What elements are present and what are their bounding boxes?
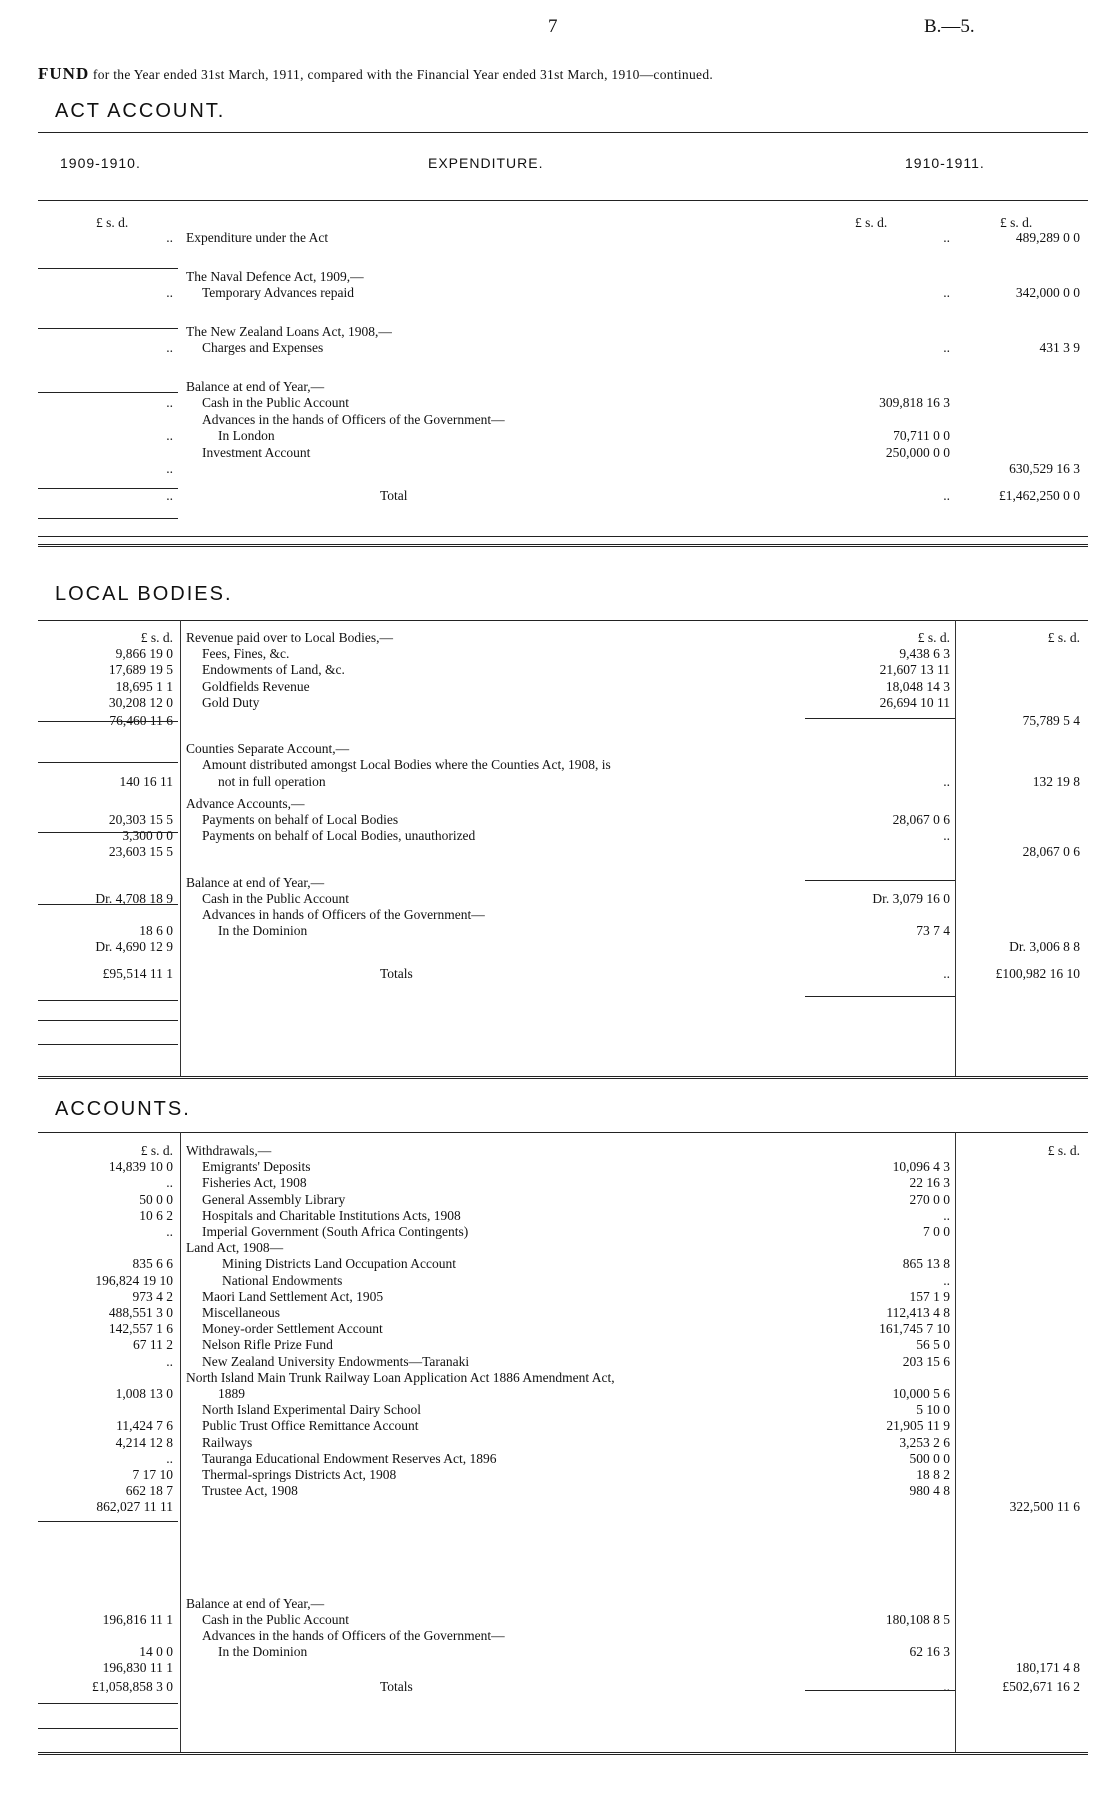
left-amount: 30,208 12 0	[108, 694, 173, 710]
row-label: Withdrawals,—	[186, 1143, 272, 1158]
col-header-1910: 1910-1911.	[905, 155, 985, 171]
rule-line	[38, 762, 178, 763]
row-label: Miscellaneous	[202, 1305, 280, 1320]
left-amount: £ s. d.	[140, 630, 173, 645]
row-label: 1889	[218, 1386, 245, 1401]
left-amount: 196,816 11 1	[102, 1611, 173, 1627]
mid-amount: 73 7 4	[916, 923, 950, 939]
left-amount: ..	[166, 461, 173, 476]
left-amount: 662 18 7	[125, 1483, 173, 1499]
row-label: Advances in the hands of Officers of the Government—	[202, 1628, 505, 1643]
left-amount: 23,603 15 5	[108, 844, 173, 860]
mid-amount: ..	[943, 230, 950, 245]
mid-amount: ..	[943, 487, 950, 503]
left-amount: 18 6 0	[139, 923, 173, 939]
page-ref: B.—5.	[924, 16, 975, 37]
mid-amount: 70,711 0 0	[893, 428, 950, 443]
row-label: Hospitals and Charitable Institutions Acts, 1908	[202, 1207, 461, 1223]
right-amount: £1,462,250 0 0	[999, 487, 1080, 503]
rule-line	[38, 1703, 178, 1704]
left-amount: 20,303 15 5	[108, 812, 173, 827]
right-amount: 630,529 16 3	[1009, 461, 1080, 476]
row-label: Fees, Fines, &c.	[202, 646, 290, 662]
right-amount: 431 3 9	[1039, 340, 1080, 355]
left-amount: 1,008 13 0	[115, 1386, 173, 1401]
left-amount: ..	[166, 230, 173, 245]
mid-amount: 18,048 14 3	[885, 678, 950, 694]
mid-amount: 21,607 13 11	[879, 662, 950, 678]
subtitle-rest: for the Year ended 31st March, 1911, compared with the Financial Year ended 31st March, 1910—continued.	[92, 67, 714, 82]
mid-amount: 7 0 0	[923, 1224, 950, 1239]
left-amount: £95,514 11 1	[102, 965, 173, 981]
rule-line	[38, 1044, 178, 1045]
row-label: The Naval Defence Act, 1909,—	[186, 268, 364, 284]
row-label: Emigrants' Deposits	[202, 1159, 311, 1175]
rule-line	[805, 718, 955, 719]
row-label: Thermal-springs Districts Act, 1908	[202, 1467, 397, 1482]
mid-amount: 980 4 8	[909, 1483, 950, 1499]
col-header-1909: 1909-1910.	[60, 155, 141, 171]
left-amount: 76,460 11 6	[109, 713, 173, 728]
mid-amount: ..	[943, 965, 950, 981]
mid-amount: 26,694 10 11	[879, 694, 950, 710]
left-amount: 17,689 19 5	[108, 662, 173, 678]
mid-amount: £ s. d.	[917, 630, 950, 645]
subtitle-bold: FUND	[38, 64, 90, 83]
row-label: Imperial Government (South Africa Contingents)	[202, 1224, 469, 1239]
row-label: In the Dominion	[218, 1644, 308, 1660]
right-amount: Dr. 3,006 8 8	[1009, 939, 1080, 955]
row-label: Money-order Settlement Account	[202, 1321, 383, 1337]
row-label: Mining Districts Land Occupation Account	[222, 1256, 456, 1272]
row-label: In London	[218, 428, 275, 443]
left-amount: 196,830 11 1	[102, 1660, 173, 1676]
left-amount: 142,557 1 6	[108, 1321, 173, 1337]
mid-amount: 10,096 4 3	[892, 1159, 950, 1175]
left-amount: 835 6 6	[132, 1256, 173, 1272]
left-amount: 862,027 11 11	[96, 1499, 173, 1515]
left-amount: ..	[166, 285, 173, 300]
row-label: Tauranga Educational Endowment Reserves Act, 1896	[202, 1450, 497, 1466]
mid-amount: 157 1 9	[909, 1288, 950, 1304]
left-amount: 196,824 19 10	[95, 1272, 173, 1288]
rule-line	[38, 328, 178, 329]
row-label: North Island Experimental Dairy School	[202, 1402, 421, 1418]
row-label: Totals	[380, 1678, 413, 1694]
rule-line	[38, 904, 178, 905]
row-label: Cash in the Public Account	[202, 890, 349, 906]
row-label: Counties Separate Account,—	[186, 741, 350, 757]
right-amount: 75,789 5 4	[1022, 713, 1080, 728]
row-label: Temporary Advances repaid	[202, 285, 354, 300]
left-amount: 4,214 12 8	[115, 1434, 173, 1450]
right-amount: £502,671 16 2	[1002, 1678, 1080, 1694]
left-amount: ..	[166, 340, 173, 355]
rule-line	[38, 536, 1088, 537]
left-amount: 488,551 3 0	[108, 1305, 173, 1320]
row-label: National Endowments	[222, 1272, 343, 1288]
row-label: Trustee Act, 1908	[202, 1483, 298, 1499]
row-label: Cash in the Public Account	[202, 1611, 349, 1627]
mid-amount: 203 15 6	[902, 1353, 950, 1369]
lsd-header-mid: £ s. d.	[855, 215, 888, 230]
row-label: Investment Account	[202, 444, 311, 460]
left-amount: 10 6 2	[139, 1207, 173, 1223]
rule-line	[38, 1020, 178, 1021]
right-amount: £ s. d.	[1047, 1143, 1080, 1158]
left-amount: ..	[166, 1175, 173, 1191]
mid-amount: 56 5 0	[916, 1337, 950, 1353]
row-label: Endowments of Land, &c.	[202, 662, 345, 678]
mid-amount: ..	[943, 773, 950, 789]
left-amount: 50 0 0	[139, 1191, 173, 1207]
left-amount: 11,424 7 6	[116, 1418, 173, 1434]
row-label: New Zealand University Endowments—Taranaki	[202, 1353, 470, 1369]
mid-amount: ..	[943, 828, 950, 844]
mid-amount: 309,818 16 3	[879, 395, 950, 410]
right-amount: 28,067 0 6	[1022, 844, 1080, 860]
rule-line	[38, 1521, 178, 1522]
row-label: Payments on behalf of Local Bodies	[202, 812, 399, 827]
row-label: Land Act, 1908—	[186, 1240, 284, 1256]
row-label: Railways	[202, 1434, 253, 1450]
right-amount: 342,000 0 0	[1015, 285, 1080, 300]
left-amount: 973 4 2	[132, 1288, 173, 1304]
mid-amount: 21,905 11 9	[886, 1418, 950, 1434]
left-amount: Dr. 4,690 12 9	[95, 939, 173, 955]
row-label: Maori Land Settlement Act, 1905	[202, 1288, 384, 1304]
left-amount: 18,695 1 1	[115, 678, 173, 694]
row-label: Balance at end of Year,—	[186, 874, 325, 890]
left-amount: 9,866 19 0	[115, 646, 173, 662]
rule-line	[38, 518, 178, 519]
mid-amount: 500 0 0	[909, 1450, 950, 1466]
mid-amount: ..	[943, 285, 950, 300]
left-amount: ..	[166, 1450, 173, 1466]
row-label: Goldfields Revenue	[202, 678, 310, 694]
mid-amount: 180,108 8 5	[885, 1611, 950, 1627]
left-amount: 7 17 10	[132, 1467, 173, 1482]
rule-line	[805, 880, 955, 881]
left-amount: 140 16 11	[119, 773, 173, 789]
row-label: Public Trust Office Remittance Account	[202, 1418, 419, 1434]
row-label: Balance at end of Year,—	[186, 378, 325, 394]
rule-line	[38, 721, 178, 722]
left-amount: 14 0 0	[139, 1644, 173, 1660]
left-amount: ..	[166, 1224, 173, 1239]
mid-amount: 18 8 2	[916, 1467, 950, 1482]
right-amount: 132 19 8	[1032, 773, 1080, 789]
mid-amount: 10,000 5 6	[892, 1386, 950, 1401]
rule-line	[38, 832, 178, 833]
right-amount: 322,500 11 6	[1009, 1499, 1080, 1515]
left-amount: £1,058,858 3 0	[92, 1678, 173, 1694]
row-label: Nelson Rifle Prize Fund	[202, 1337, 333, 1353]
rule-line	[38, 392, 178, 393]
page-subtitle	[38, 64, 713, 84]
row-label: Balance at end of Year,—	[186, 1595, 325, 1611]
row-label: Fisheries Act, 1908	[202, 1175, 307, 1191]
section-title-act-account: ACT ACCOUNT.	[55, 100, 226, 122]
page-number: 7	[548, 16, 558, 37]
mid-amount: 270 0 0	[909, 1191, 950, 1207]
row-label: Advances in hands of Officers of the Government—	[202, 907, 485, 922]
row-label: Amount distributed amongst Local Bodies where the Counties Act, 1908, is	[202, 757, 611, 773]
lsd-header-left: £ s. d.	[96, 215, 129, 230]
right-amount: 489,289 0 0	[1015, 230, 1080, 245]
rule-line	[38, 1728, 178, 1729]
rule-line	[38, 1000, 178, 1001]
mid-amount: Dr. 3,079 16 0	[872, 890, 950, 906]
mid-amount: ..	[943, 1272, 950, 1288]
left-amount: 3,300 0 0	[122, 828, 173, 844]
row-label: Advances in the hands of Officers of the Government—	[202, 411, 505, 427]
row-label: General Assembly Library	[202, 1191, 346, 1207]
row-label: Total	[380, 487, 408, 503]
section-title-accounts: ACCOUNTS.	[55, 1098, 191, 1120]
mid-amount: 865 13 8	[902, 1256, 950, 1272]
lsd-header-right: £ s. d.	[1000, 215, 1033, 230]
row-label: Payments on behalf of Local Bodies, unauthorized	[202, 828, 476, 844]
left-amount: 67 11 2	[133, 1337, 173, 1353]
mid-amount: 9,438 6 3	[899, 646, 950, 662]
mid-amount: 62 16 3	[909, 1644, 950, 1660]
left-amount: ..	[166, 487, 173, 503]
mid-amount: ..	[943, 1678, 950, 1694]
row-label: Totals	[380, 965, 413, 981]
row-label: In the Dominion	[218, 923, 308, 939]
mid-amount: 112,413 4 8	[886, 1305, 950, 1320]
row-label: not in full operation	[218, 773, 326, 789]
rule-line	[805, 1690, 955, 1691]
row-label: The New Zealand Loans Act, 1908,—	[186, 323, 392, 339]
right-amount: 180,171 4 8	[1015, 1660, 1080, 1676]
left-amount: ..	[166, 428, 173, 443]
row-label: Cash in the Public Account	[202, 395, 349, 410]
rule-line	[38, 268, 178, 269]
col-header-expenditure: EXPENDITURE.	[428, 155, 544, 171]
left-amount: 14,839 10 0	[108, 1159, 173, 1175]
left-amount: ..	[166, 1353, 173, 1369]
mid-amount: 250,000 0 0	[885, 444, 950, 460]
mid-amount: 5 10 0	[916, 1402, 950, 1418]
mid-amount: 28,067 0 6	[892, 812, 950, 827]
rule-line	[38, 488, 178, 489]
right-amount: £100,982 16 10	[995, 965, 1080, 981]
row-label: Gold Duty	[202, 694, 260, 710]
right-amount: £ s. d.	[1047, 630, 1080, 645]
mid-amount: 22 16 3	[909, 1175, 950, 1191]
left-amount: ..	[166, 395, 173, 410]
row-label: Charges and Expenses	[202, 340, 324, 355]
section-title-local-bodies: LOCAL BODIES.	[55, 583, 233, 605]
mid-amount: ..	[943, 340, 950, 355]
rule-line	[805, 996, 955, 997]
mid-amount: 3,253 2 6	[899, 1434, 950, 1450]
row-label: North Island Main Trunk Railway Loan Application Act 1886 Amendment Act,	[186, 1369, 615, 1385]
mid-amount: 161,745 7 10	[879, 1321, 950, 1337]
left-amount: Dr. 4,708 18 9	[95, 890, 173, 906]
row-label: Revenue paid over to Local Bodies,—	[186, 630, 393, 645]
left-amount: £ s. d.	[140, 1143, 173, 1158]
mid-amount: ..	[943, 1207, 950, 1223]
row-label: Advance Accounts,—	[186, 795, 305, 811]
row-label: Expenditure under the Act	[186, 230, 329, 245]
